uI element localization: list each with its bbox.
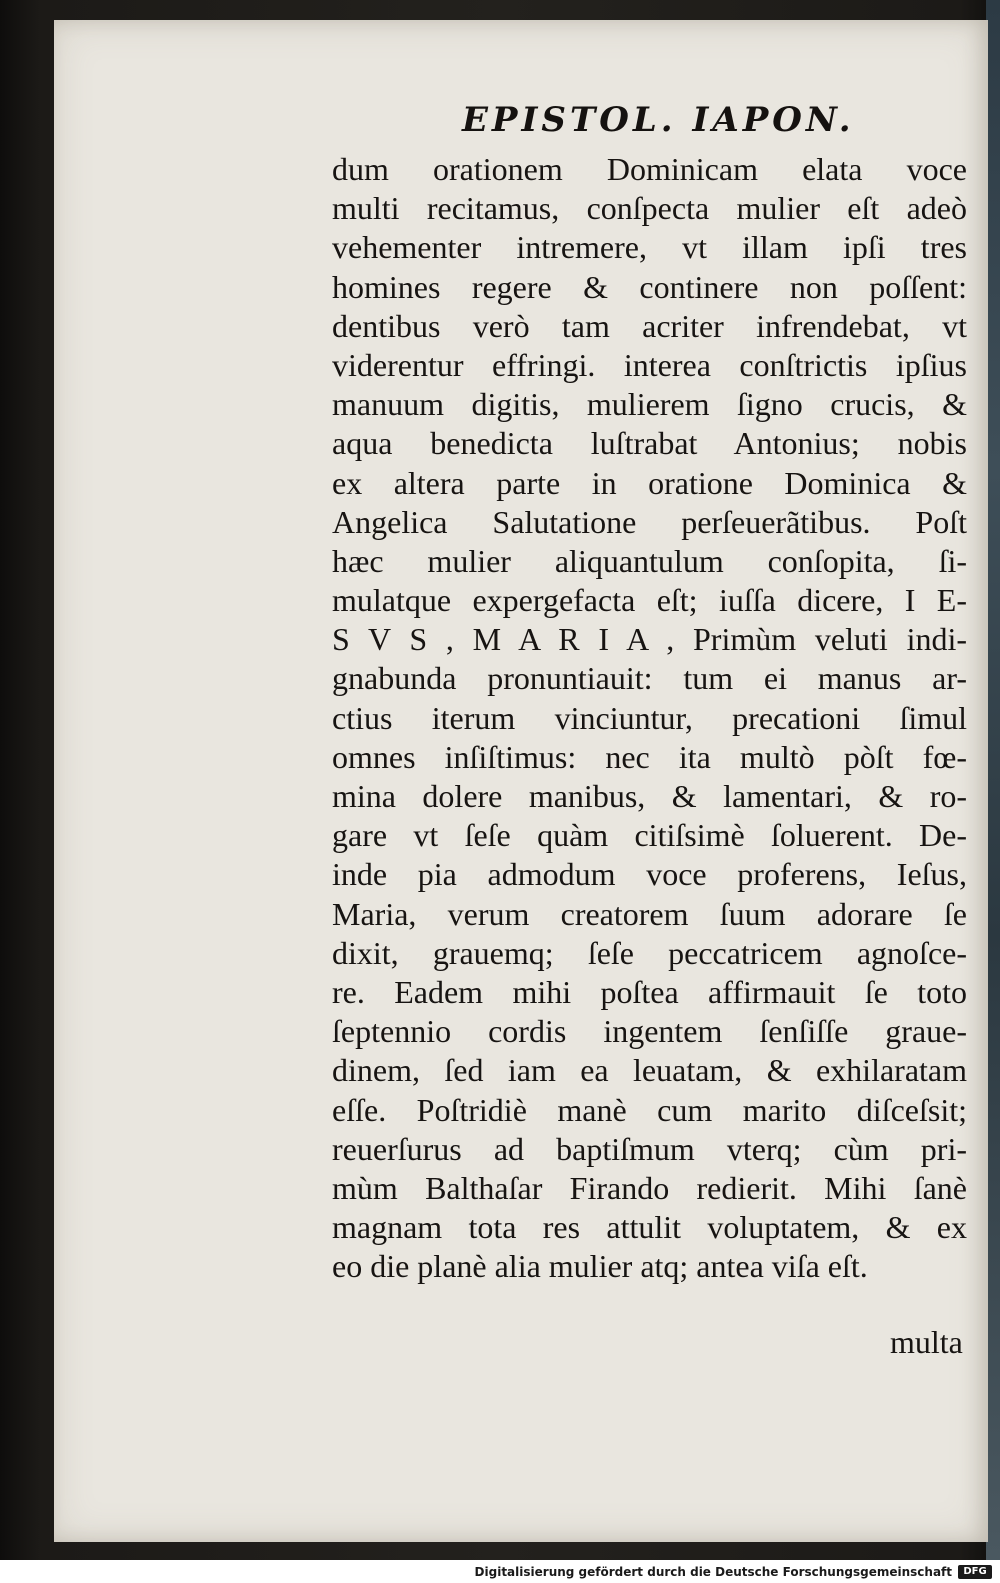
dfg-logo-icon: DFG <box>958 1565 992 1579</box>
book-page <box>54 20 988 1542</box>
running-head: EPISTOL. IAPON. <box>462 100 855 140</box>
footer-bar <box>0 1560 1000 1583</box>
digitization-credit: Digitalisierung gefördert durch die Deutsche Forschungsgemeinschaft <box>474 1565 952 1579</box>
text-line: dentibus verò tam acriter infrendebat, vt <box>332 307 967 344</box>
text-line: multi recitamus, conſpecta mulier eſt adeò <box>332 190 967 227</box>
text-line: mulatque expergefacta eſt; iuſſa dicere, I E- <box>332 582 967 619</box>
text-line: ctius iterum vinciuntur, precationi ſimul <box>332 699 967 736</box>
text-line: homines regere & continere non poſſent: <box>332 268 967 305</box>
text-line: hæc mulier aliquantulum conſopita, ſi- <box>332 542 967 579</box>
text-line: vehementer intremere, vt illam ipſi tres <box>332 229 967 266</box>
text-line: ſeptennio cordis ingentem ſenſiſſe graue- <box>332 1013 967 1050</box>
text-line: mùm Balthaſar Firando redierit. Mihi ſanè <box>332 1169 967 1206</box>
text-line: eſſe. Poſtridiè manè cum marito diſceſsit; <box>332 1091 967 1128</box>
text-line: dixit, grauemq; ſeſe peccatricem agnoſce- <box>332 934 967 971</box>
text-line: mina dolere manibus, & lamentari, & ro- <box>332 778 967 814</box>
text-line: inde pia admodum voce proferens, Ieſus, <box>332 856 967 893</box>
body-text <box>332 150 967 1286</box>
text-line: ex altera parte in oratione Dominica & <box>332 464 967 501</box>
catchword: multa <box>890 1324 963 1360</box>
text-line: reuerſurus ad baptiſmum vterq; cùm pri- <box>332 1130 967 1167</box>
text-line: viderentur effringi. interea conſtrictis ipſius <box>332 346 967 383</box>
text-line: omnes inſiſtimus: nec ita multò pòſt fœ- <box>332 738 967 775</box>
text-line: aqua benedicta luſtrabat Antonius; nobis <box>332 425 967 462</box>
text-line: gare vt ſeſe quàm citiſsimè ſoluerent. De- <box>332 817 967 854</box>
text-line: magnam tota res attulit voluptatem, & ex <box>332 1209 967 1246</box>
text-line: Maria, verum creatorem ſuum adorare ſe <box>332 895 967 932</box>
text-line: dum orationem Dominicam elata voce <box>332 151 967 187</box>
text-line: eo die planè alia mulier atq; antea viſa eſt. <box>332 1248 868 1285</box>
text-line: S V S , M A R I A , Primùm veluti indi- <box>332 621 967 658</box>
book-edge <box>986 0 1000 1560</box>
text-line: re. Eadem mihi poſtea affirmauit ſe toto <box>332 973 967 1010</box>
text-line: dinem, ſed iam ea leuatam, & exhilaratam <box>332 1052 967 1089</box>
text-line: Angelica Salutatione perſeuerãtibus. Poſt <box>332 503 967 540</box>
text-line: manuum digitis, mulierem ſigno crucis, & <box>332 386 967 423</box>
text-line: gnabunda pronuntiauit: tum ei manus ar- <box>332 660 967 697</box>
